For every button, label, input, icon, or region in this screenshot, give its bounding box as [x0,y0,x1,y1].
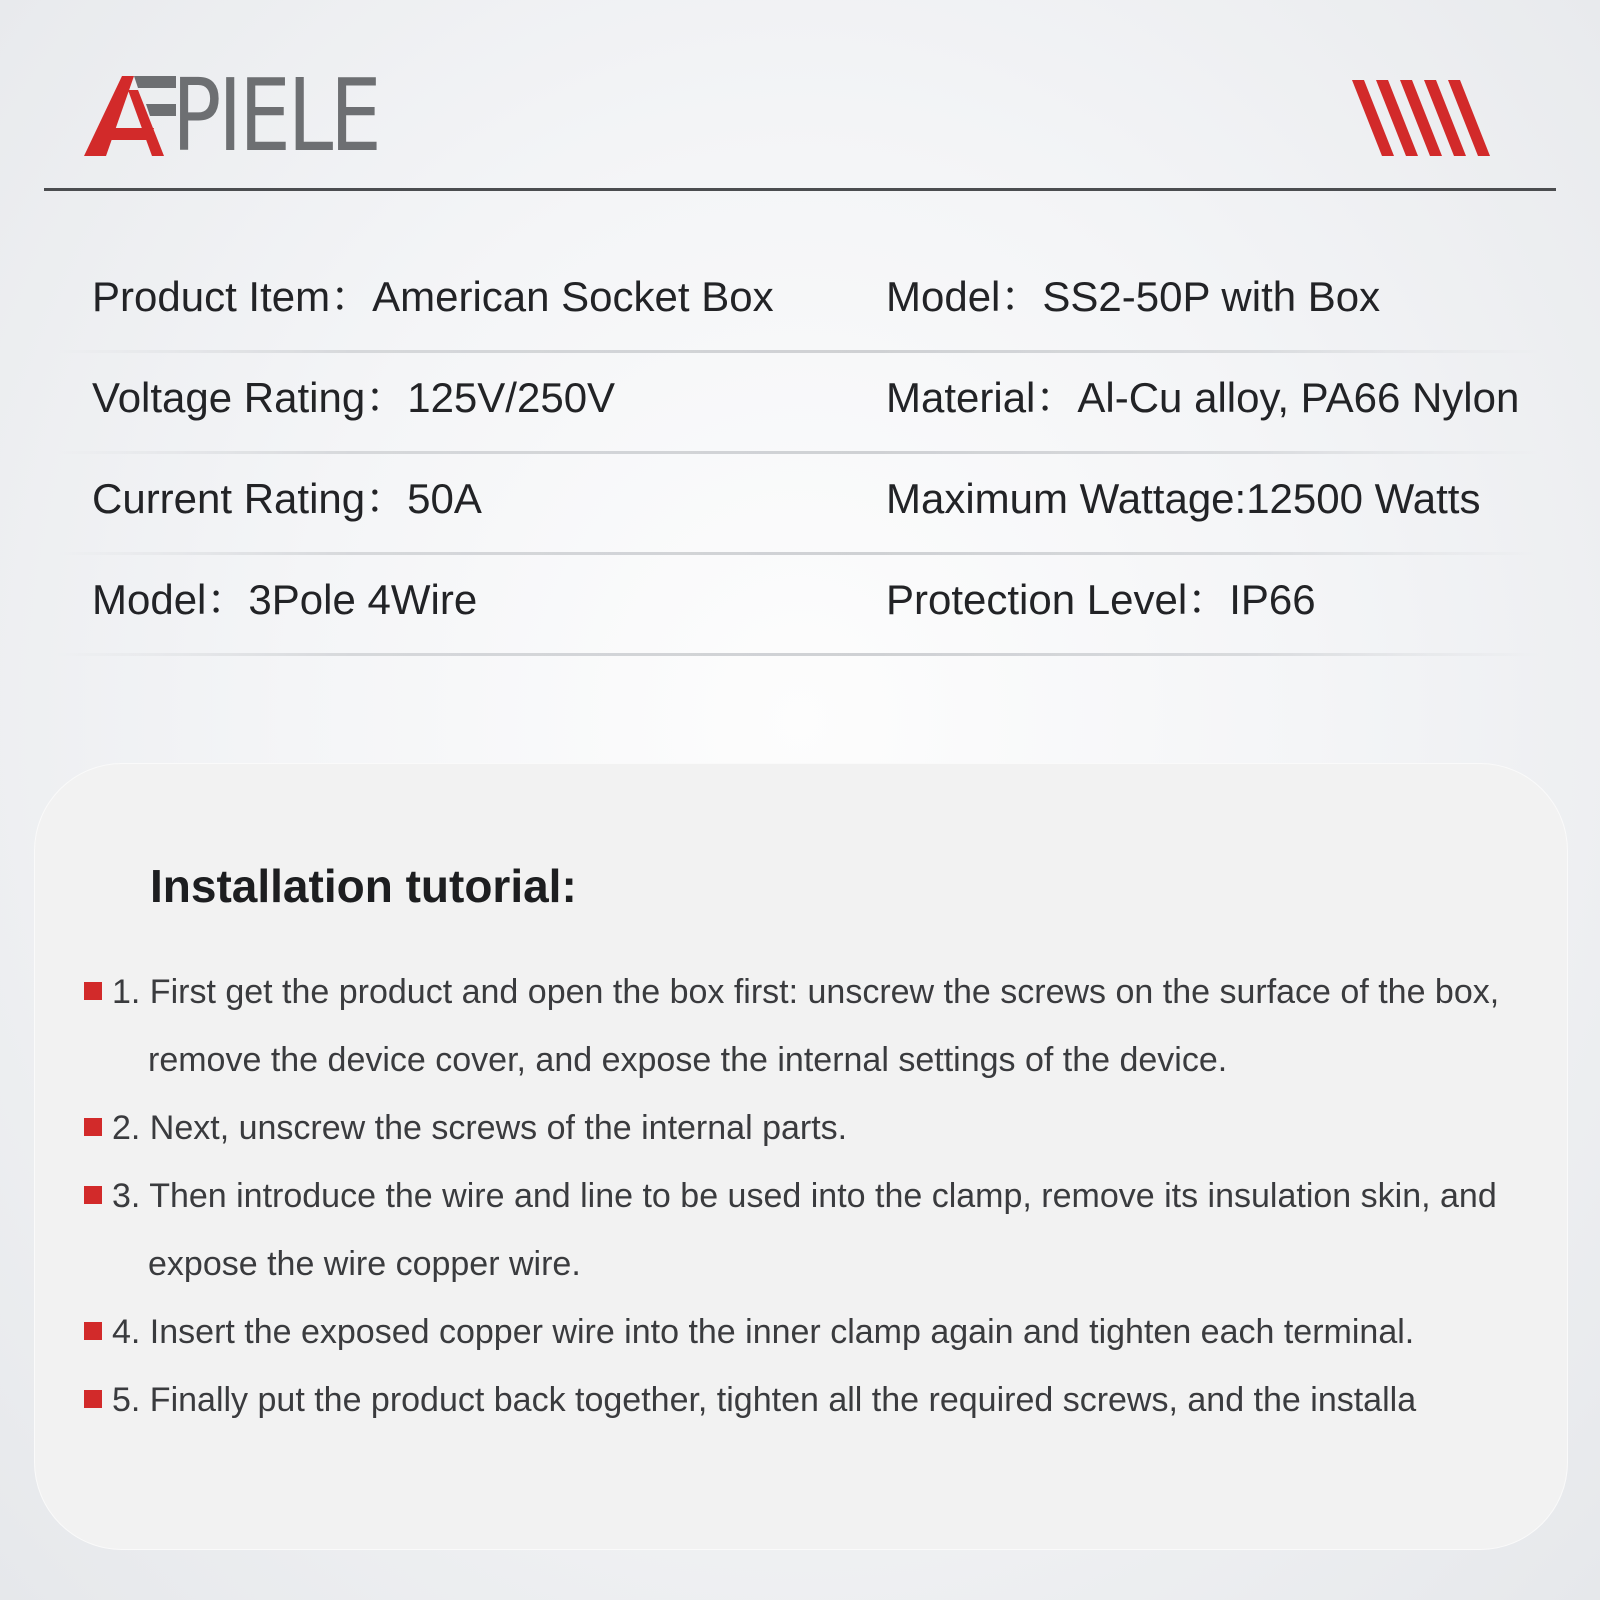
spec-row [56,454,1540,555]
header-divider [44,188,1556,191]
red-diagonal-stripes-icon [1352,80,1502,156]
spec-value: American Socket Box [372,273,774,320]
red-square-bullet-icon [84,982,102,1000]
tutorial-step [84,1162,1524,1298]
spec-label: Product Item： [92,273,373,320]
red-square-bullet-icon [84,1390,102,1408]
spec-model [886,272,1380,322]
spec-row [56,252,1540,353]
brand-logo [84,57,424,174]
installation-tutorial-card [34,763,1568,1550]
spec-row [56,555,1540,656]
spec-product-item [92,272,774,322]
step-text: 1. First get the product and open the box first: unscrew the screws on the surface of the box, remove the device cover, and expose the internal settings of the device. [112,973,1500,1079]
spec-value: 125V/250V [407,374,616,421]
tutorial-step [84,1298,1524,1366]
spec-value: IP66 [1229,576,1316,623]
spec-pole-wire-model [92,575,477,625]
red-square-bullet-icon [84,1118,102,1136]
spec-current-rating [92,474,482,524]
spec-label: Model： [92,576,249,623]
tutorial-step [84,1094,1524,1162]
tutorial-step [84,958,1524,1094]
spec-label: Current Rating： [92,475,408,522]
spec-value: SS2-50P with Box [1042,273,1381,320]
spec-table [56,252,1540,656]
spec-label: Maximum Wattage: [886,475,1247,522]
spec-value: Al-Cu alloy, PA66 Nylon [1077,374,1520,421]
tutorial-step [84,1366,1524,1434]
spec-value: 12500 Watts [1246,475,1481,522]
spec-label: Protection Level： [886,576,1230,623]
spec-maximum-wattage [886,474,1480,524]
red-square-bullet-icon [84,1322,102,1340]
red-square-bullet-icon [84,1186,102,1204]
spec-value: 50A [407,475,482,522]
step-text: 4. Insert the exposed copper wire into the inner clamp again and tighten each terminal. [112,1313,1415,1351]
spec-label: Model： [886,273,1043,320]
spec-row [56,353,1540,454]
spec-voltage-rating [92,373,615,423]
tutorial-title: Installation tutorial: [150,860,577,912]
spec-label: Material： [886,374,1078,421]
apiele-a-logo-icon [84,76,176,156]
spec-material [886,373,1519,423]
spec-label: Voltage Rating： [92,374,408,421]
step-text: 3. Then introduce the wire and line to be used into the clamp, remove its insulation skin, and expose the wire copper wire. [112,1177,1497,1283]
spec-protection-level [886,575,1316,625]
step-text: 5. Finally put the product back together, tighten all the required screws, and the installa [112,1381,1417,1419]
step-text: 2. Next, unscrew the screws of the internal parts. [112,1109,848,1147]
brand-name: PIELE [172,57,379,174]
spec-value: 3Pole 4Wire [248,576,478,623]
